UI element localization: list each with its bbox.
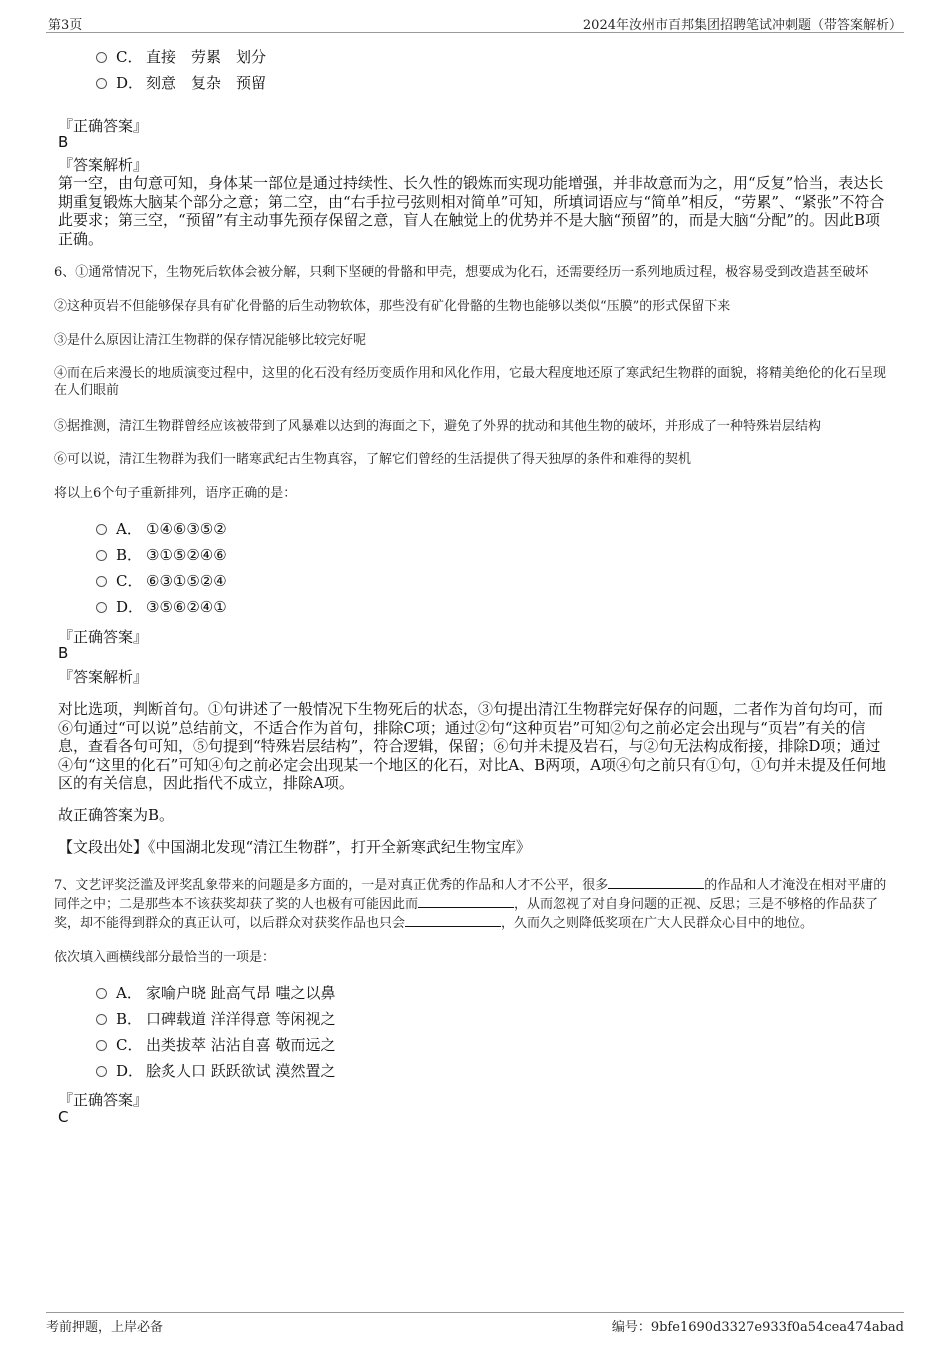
radio-icon[interactable] [96,1014,107,1025]
q5-answer-tag: 『正确答案』 [58,117,149,135]
footer-slogan: 考前押题，上岸必备 [46,1320,164,1335]
q7-option-c[interactable]: C． 出类拔萃 沾沾自喜 敬而远之 [96,1035,336,1055]
q7-prompt: 依次填入画横线部分最恰当的一项是： [54,950,276,965]
radio-icon[interactable] [96,602,107,613]
q7-option-a[interactable]: A． 家喻户晓 趾高气昂 嗤之以鼻 [96,983,336,1003]
radio-icon[interactable] [96,1066,107,1077]
blank-3[interactable] [405,914,501,927]
q6-sentence-4: ④而在后来漫长的地质演变过程中，这里的化石没有经历变质作用和风化作用，它最大程度地还原了寒武纪生物群的面貌，将精美绝伦的化石呈现在人们眼前 [54,366,887,398]
q6-sentence-2: ②这种页岩不但能够保存具有矿化骨骼的后生动物软体，那些没有矿化骨骼的生物也能够以类似“压膜”的形式保留下来 [54,299,731,314]
q6-sentence-1: 6、①通常情况下，生物死后软体会被分解，只剩下坚硬的骨骼和甲壳，想要成为化石，还需要经历一系列地质过程，极容易受到改造甚至破坏 [54,265,869,280]
q6-option-c[interactable]: C． ⑥③①⑤②④ [96,571,227,591]
q6-sentence-5: ⑤据推测，清江生物群曾经应该被带到了风暴难以达到的海面之下，避免了外界的扰动和其他生物的破坏，并形成了一种特殊岩层结构 [54,419,822,434]
q7-option-b[interactable]: B． 口碑载道 洋洋得意 等闲视之 [96,1009,336,1029]
radio-icon[interactable] [96,524,107,535]
q6-source: 【文段出处】《中国湖北发现“清江生物群”，打开全新寒武纪生物宝库》 [58,838,531,856]
page-number: 第3页 [48,18,83,33]
q6-conclusion: 故正确答案为B。 [58,806,175,824]
q5-option-c[interactable]: C． 直接 劳累 划分 [96,47,266,67]
q6-analysis: 对比选项，判断首句。①句讲述了一般情况下生物死后的状态，③句提出清江生物群完好保存的问题，二者作为首句均可，而⑥句通过“可以说”总结前文，不适合作为首句，排除C项；通过②句“这种页岩”可知②句之前必定会出现与“页岩”有关的信息，查看各句可知，⑤句提到“特殊岩层结构”，符合逻辑，保留；⑥句并未提及岩石，与②句无法构成衔接，排除D项；通过④句“这里的化石”可知④句之前必定会出现某一个地区的化石，对比A、B两项，A项④句之前只有①句，①句并未提及任何地区的有关信息，因此指代不成立，排除A项。 [58,700,887,792]
q5-analysis: 第一空，由句意可知，身体某一部位是通过持续性、长久性的锻炼而实现功能增强，并非故意而为之，用“反复”恰当，表达长期重复锻炼大脑某个部分之意；第二空，由“右手拉弓弦则相对简单”可知，所填词语应与“简单”相反，“劳累”、“紧张”不符合此要求；第三空，“预留”有主动事先预存保留之意，盲人在触觉上的优势并不是大脑“预留”的，而是大脑“分配”的。因此B项正确。 [58,174,885,248]
page-header [46,12,904,33]
q6-analysis-tag: 『答案解析』 [58,668,149,686]
q6-option-d[interactable]: D． ③⑤⑥②④① [96,597,227,617]
radio-icon[interactable] [96,988,107,999]
q7-stem: 7、文艺评奖泛滥及评奖乱象带来的问题是多方面的，一是对真正优秀的作品和人才不公平，很多 的作品和人才淹没在相对平庸的同伴之中；二是那些本不该获奖却获了奖的人也极有可能因此而 ，从而忽视了对自身问题的正视、反思；三是不够格的作品获了奖，却不能得到群众的真正认可，以后群众对获奖作品也只会 ，久而久之则降低奖项在广大人民群众心目中的地位。 [54,878,887,931]
document-title: 2024年汝州市百邦集团招聘笔试冲刺题（带答案解析） [582,18,902,33]
q5-analysis-tag: 『答案解析』 [58,156,149,174]
q7-answer: C [58,1108,69,1126]
radio-icon[interactable] [96,52,107,63]
blank-1[interactable] [608,876,704,889]
q6-prompt: 将以上6个句子重新排列，语序正确的是： [54,486,297,501]
radio-icon[interactable] [96,78,107,89]
q5-option-d[interactable]: D． 刻意 复杂 预留 [96,73,266,93]
q7-answer-tag: 『正确答案』 [58,1091,149,1109]
blank-2[interactable] [418,895,514,908]
q6-option-b[interactable]: B． ③①⑤②④⑥ [96,545,227,565]
q6-sentence-3: ③是什么原因让清江生物群的保存情况能够比较完好呢 [54,333,367,348]
document-code: 编号：9bfe1690d3327e933f0a54cea474abad [611,1320,904,1335]
radio-icon[interactable] [96,550,107,561]
page-footer [46,1312,904,1335]
q5-answer: B [58,133,69,151]
q6-sentence-6: ⑥可以说，清江生物群为我们一睹寒武纪古生物真容，了解它们曾经的生活提供了得天独厚的条件和难得的契机 [54,452,692,467]
radio-icon[interactable] [96,1040,107,1051]
q6-answer: B [58,644,69,662]
q7-option-d[interactable]: D． 脍炙人口 跃跃欲试 漠然置之 [96,1061,336,1081]
q6-answer-tag: 『正确答案』 [58,628,149,646]
radio-icon[interactable] [96,576,107,587]
q6-option-a[interactable]: A． ①④⑥③⑤② [96,519,227,539]
